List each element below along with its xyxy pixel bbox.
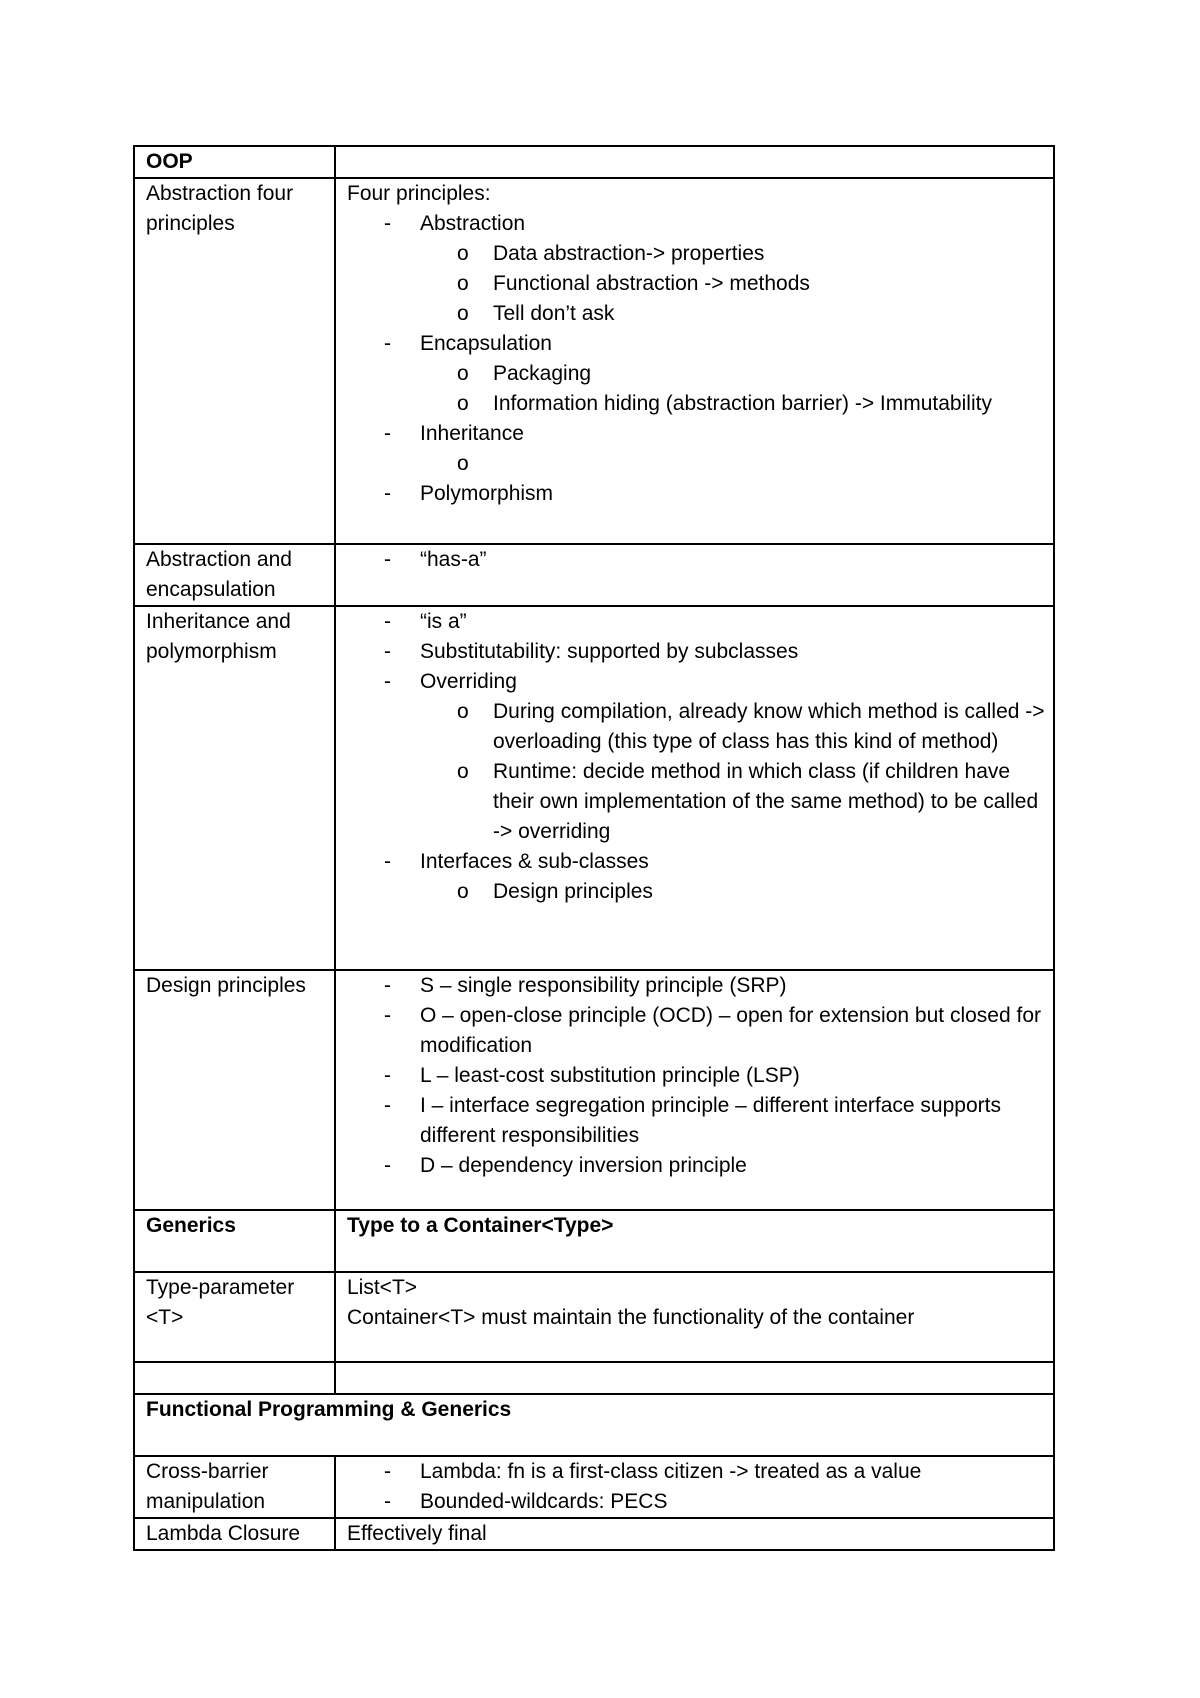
notes-table: [133, 145, 1055, 1551]
functional-header-row: [134, 1394, 1054, 1456]
cross-barrier-row: [134, 1456, 1054, 1518]
design-principles-label: Design principles: [134, 970, 335, 1210]
lambda-closure-label: Lambda Closure: [134, 1518, 335, 1550]
sub-item: o During compilation, already know which method is called -> overloading (this type of class has this kind of method): [347, 697, 1045, 757]
empty-cell: [134, 1362, 335, 1394]
sub-item: o Packaging: [347, 359, 1045, 389]
principle-inheritance: Inheritance: [420, 422, 524, 445]
oop-empty-cell: [335, 146, 1054, 178]
abstraction-encapsulation-content: [335, 544, 1054, 606]
empty-cell: [335, 1362, 1054, 1394]
principle-abstraction: Abstraction: [420, 212, 526, 235]
oop-header-row: [134, 146, 1054, 178]
sub-item: o Information hiding (abstraction barrier) -> Immutability: [347, 389, 1045, 419]
list-item: - Substitutability: supported by subclasses: [347, 637, 1045, 667]
inheritance-list: [347, 607, 1045, 907]
four-principles-list: [347, 209, 1045, 509]
sub-list: [347, 697, 1045, 847]
list-item: - I – interface segregation principle – different interface supports different responsibilities: [347, 1091, 1045, 1151]
lambda-closure-row: [134, 1518, 1054, 1550]
abstraction-encapsulation-label: Abstraction and encapsulation: [134, 544, 335, 606]
list-item: - S – single responsibility principle (SRP): [347, 971, 1045, 1001]
inheritance-polymorphism-content: [335, 606, 1054, 970]
type-parameter-row: [134, 1272, 1054, 1362]
inheritance-polymorphism-row: [134, 606, 1054, 970]
list-item: - L – least-cost substitution principle (LSP): [347, 1061, 1045, 1091]
sub-item: o Tell don’t ask: [347, 299, 1045, 329]
inheritance-polymorphism-label: Inheritance and polymorphism: [134, 606, 335, 970]
cross-barrier-list: [347, 1457, 1045, 1517]
generics-row: [134, 1210, 1054, 1272]
cross-barrier-label: Cross-barrier manipulation: [134, 1456, 335, 1518]
generics-label: Generics: [134, 1210, 335, 1272]
sub-item: o Design principles: [347, 877, 1045, 907]
abstraction-four-content: [335, 178, 1054, 544]
oop-title: OOP: [134, 146, 335, 178]
type-parameter-line2: Container<T> must maintain the functionality of the container: [347, 1306, 915, 1329]
list-item: [347, 419, 1045, 479]
type-parameter-line1: List<T>: [347, 1276, 418, 1299]
list-item: [347, 329, 1045, 419]
abstraction-encapsulation-row: [134, 544, 1054, 606]
list-item: - “has-a”: [347, 545, 1045, 575]
solid-list: [347, 971, 1045, 1181]
sub-list: [347, 449, 1045, 479]
four-principles-intro: Four principles:: [347, 182, 491, 205]
sub-list: [347, 359, 1045, 419]
list-item: - O – open-close principle (OCD) – open for extension but closed for modification: [347, 1001, 1045, 1061]
principle-polymorphism: Polymorphism: [420, 482, 554, 505]
list-item: - Bounded-wildcards: PECS: [347, 1487, 1045, 1517]
generics-value: Type to a Container<Type>: [335, 1210, 1054, 1272]
cross-barrier-content: [335, 1456, 1054, 1518]
list-item: [347, 847, 1045, 907]
design-principles-row: [134, 970, 1054, 1210]
overriding-label: Overriding: [420, 670, 517, 693]
functional-title: Functional Programming & Generics: [134, 1394, 1054, 1456]
sub-list: [347, 239, 1045, 329]
list-item: - D – dependency inversion principle: [347, 1151, 1045, 1181]
list-item: [347, 479, 1045, 509]
abstraction-four-row: [134, 178, 1054, 544]
lambda-closure-value: Effectively final: [335, 1518, 1054, 1550]
empty-row: [134, 1362, 1054, 1394]
list-item: - “is a”: [347, 607, 1045, 637]
type-parameter-label: Type-parameter <T>: [134, 1272, 335, 1362]
sub-item: o Data abstraction-> properties: [347, 239, 1045, 269]
abstraction-four-label: Abstraction four principles: [134, 178, 335, 544]
type-parameter-content: [335, 1272, 1054, 1362]
sub-item: o Functional abstraction -> methods: [347, 269, 1045, 299]
list-item: [347, 667, 1045, 847]
design-principles-content: [335, 970, 1054, 1210]
interfaces-label: Interfaces & sub-classes: [420, 850, 649, 873]
sub-item: o Runtime: decide method in which class (if children have their own implementation of the same method) to be called -> overriding: [347, 757, 1045, 847]
list-item: - Lambda: fn is a first-class citizen -> treated as a value: [347, 1457, 1045, 1487]
sub-list: [347, 877, 1045, 907]
list-item: [347, 209, 1045, 329]
principle-encapsulation: Encapsulation: [420, 332, 552, 355]
sub-item: [347, 449, 1045, 479]
has-a-list: [347, 545, 1045, 575]
